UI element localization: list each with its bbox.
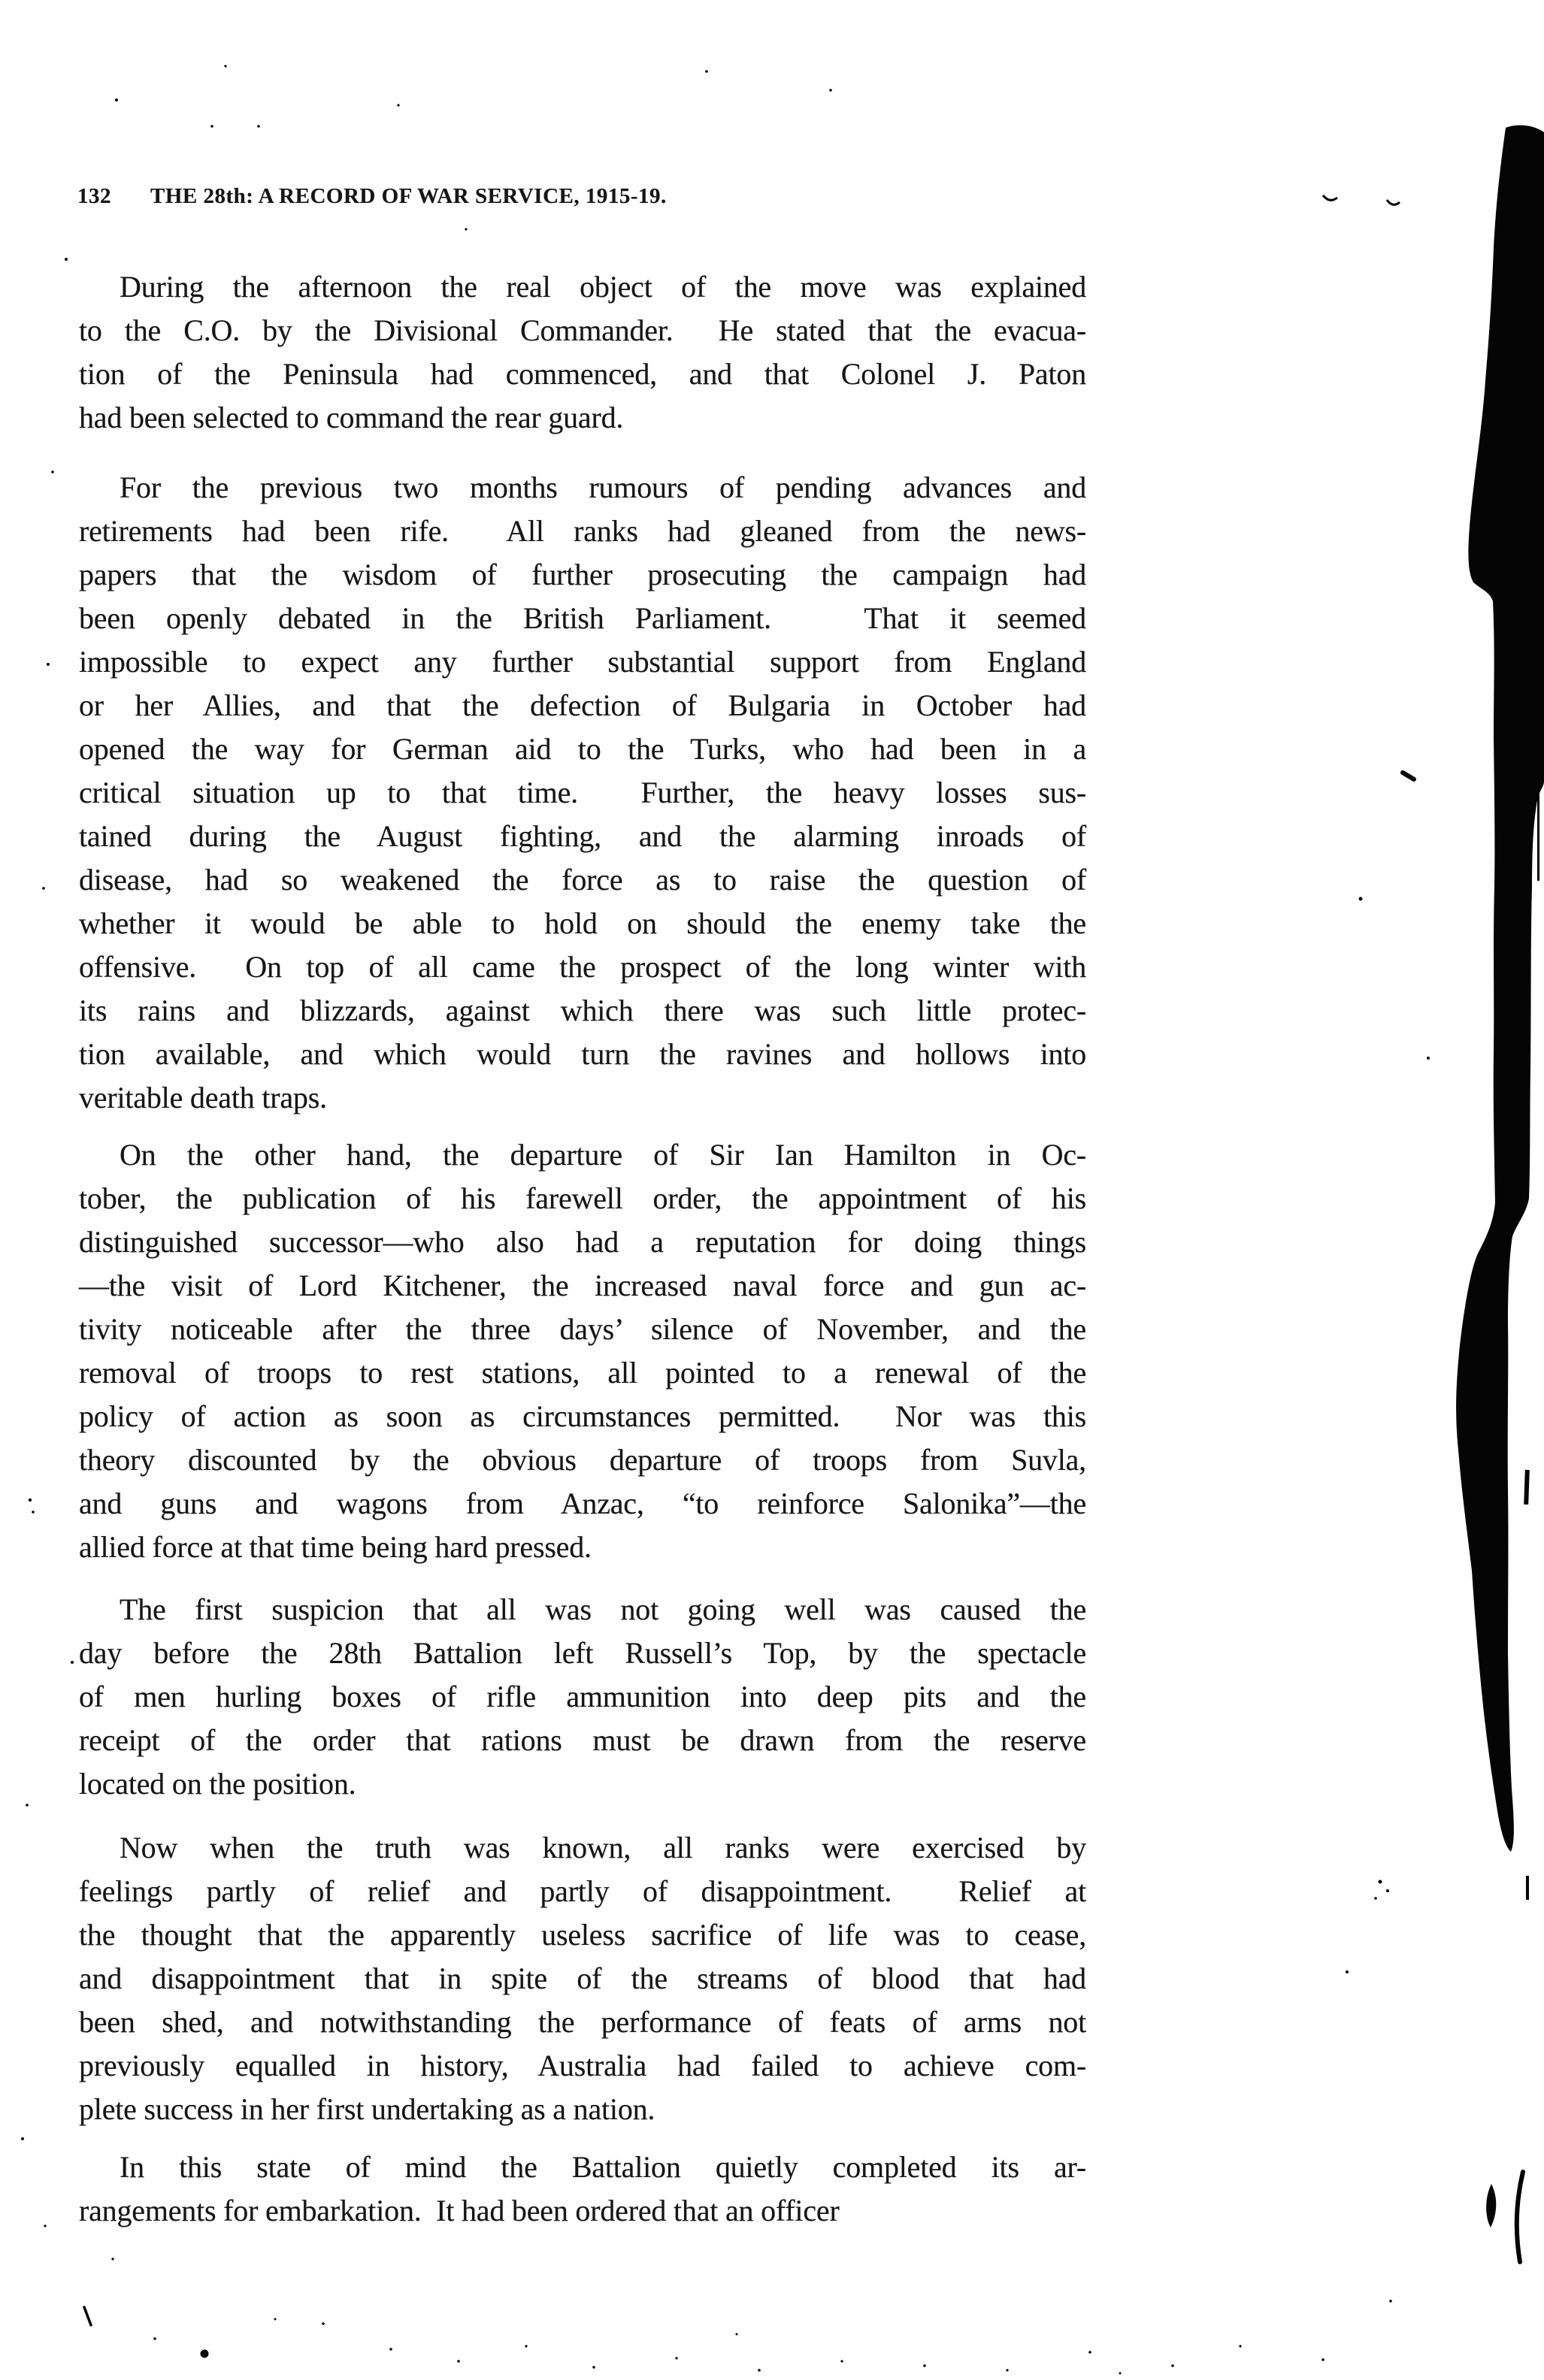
text-line: critical situation up to that time. Further, the heavy losses sus- <box>79 776 1086 809</box>
page-title: THE 28th: A RECORD OF WAR SERVICE, 1915-19. <box>150 184 667 208</box>
text-line: tion available, and which would turn the ravines and hollows into <box>79 1037 1086 1071</box>
text-line: to the C.O. by the Divisional Commander. He stated that the evacua- <box>79 313 1086 347</box>
text-line: In this state of mind the Battalion quietly completed its ar- <box>120 2150 1086 2184</box>
text-line: the thought that the apparently useless sacrifice of life was to cease, <box>79 1918 1086 1952</box>
running-header <box>77 181 667 211</box>
text-line: papers that the wisdom of further prosecuting the campaign had <box>79 558 1086 591</box>
text-line: plete success in her first undertaking as a nation. <box>79 2092 655 2126</box>
text-line: or her Allies, and that the defection of Bulgaria in October had <box>79 688 1086 722</box>
text-line: The first suspicion that all was not going well was caused the <box>120 1592 1086 1626</box>
text-line: offensive. On top of all came the prospect of the long winter with <box>79 950 1086 984</box>
text-line: been shed, and notwithstanding the performance of feats of arms not <box>79 2005 1086 2039</box>
text-line: distinguished successor—who also had a reputation for doing things <box>79 1225 1086 1259</box>
text-line: Now when the truth was known, all ranks were exercised by <box>120 1831 1086 1864</box>
text-line: retirements had been rife. All ranks had gleaned from the news- <box>79 514 1086 548</box>
text-line: feelings partly of relief and partly of disappointment. Relief at <box>79 1874 1086 1908</box>
text-line: policy of action as soon as circumstances permitted. Nor was this <box>79 1399 1086 1433</box>
text-line: disease, had so weakened the force as to raise the question of <box>79 863 1086 897</box>
text-line: During the afternoon the real object of the move was explained <box>120 270 1086 304</box>
paragraph <box>79 265 1086 440</box>
text-line: —the visit of Lord Kitchener, the increased naval force and gun ac- <box>79 1269 1086 1302</box>
text-line: veritable death traps. <box>79 1081 327 1114</box>
text-line: opened the way for German aid to the Turks, who had been in a <box>79 732 1086 766</box>
text-line: previously equalled in history, Australia had failed to achieve com- <box>79 2049 1086 2082</box>
text-line: On the other hand, the departure of Sir Ian Hamilton in Oc- <box>120 1138 1086 1172</box>
text-line: tober, the publication of his farewell order, the appointment of his <box>79 1181 1086 1215</box>
text-line: tivity noticeable after the three days’ silence of November, and the <box>79 1312 1086 1346</box>
text-line: located on the position. <box>79 1767 356 1801</box>
text-line: theory discounted by the obvious departure of troops from Suvla, <box>79 1443 1086 1477</box>
text-line: had been selected to command the rear guard. <box>79 401 624 434</box>
paragraph <box>79 1826 1086 2131</box>
text-line: receipt of the order that rations must be drawn from the reserve <box>79 1723 1086 1757</box>
text-line: of men hurling boxes of rifle ammunition into deep pits and the <box>79 1680 1086 1713</box>
text-line: impossible to expect any further substantial support from England <box>79 645 1086 679</box>
paragraph <box>79 2146 1086 2233</box>
page-number: 132 <box>77 184 111 208</box>
text-line: tion of the Peninsula had commenced, and that Colonel J. Paton <box>79 357 1086 391</box>
text-line: whether it would be able to hold on should the enemy take the <box>79 906 1086 940</box>
text-line: been openly debated in the British Parliament. That it seemed <box>79 601 1086 635</box>
text-line: removal of troops to rest stations, all pointed to a renewal of the <box>79 1356 1086 1390</box>
text-line: rangements for embarkation. It had been ordered that an officer <box>79 2194 840 2227</box>
paragraph <box>79 1588 1086 1806</box>
paragraph <box>79 1133 1086 1569</box>
text-line: and disappointment that in spite of the streams of blood that had <box>79 1961 1086 1995</box>
text-line: and guns and wagons from Anzac, “to reinforce Salonika”—the <box>79 1486 1086 1520</box>
text-line: day before the 28th Battalion left Russell’s Top, by the spectacle <box>79 1636 1086 1670</box>
text-line: tained during the August fighting, and the alarming inroads of <box>79 819 1086 853</box>
paragraph <box>79 466 1086 1120</box>
text-line: For the previous two months rumours of pending advances and <box>120 470 1086 504</box>
text-line: its rains and blizzards, against which there was such little protec- <box>79 993 1086 1027</box>
text-line: allied force at that time being hard pressed. <box>79 1530 592 1564</box>
